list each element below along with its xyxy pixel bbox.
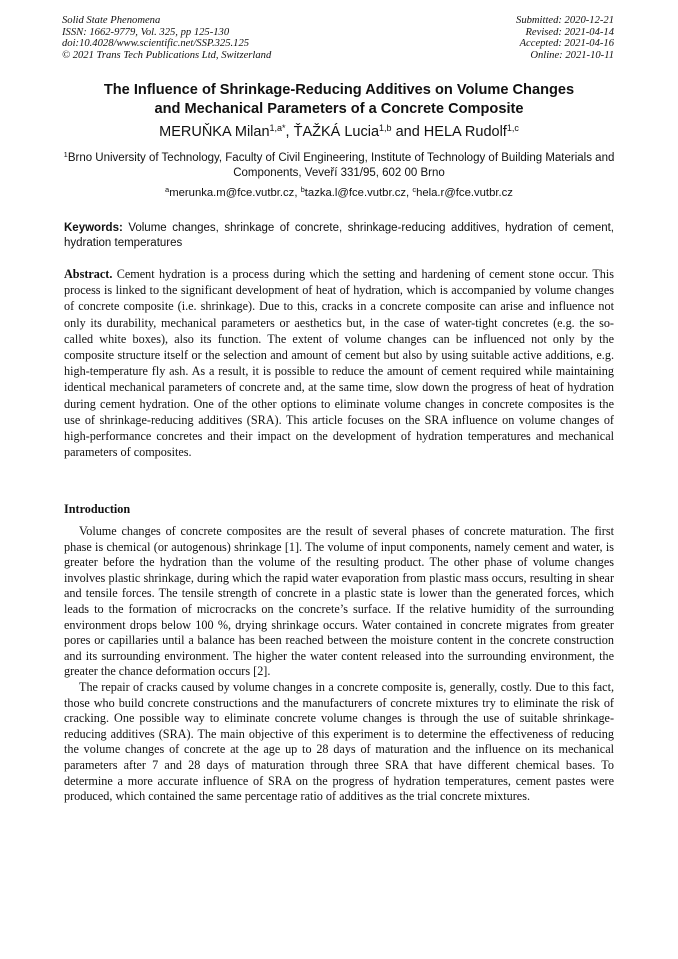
- author-name: MERUŇKA Milan: [159, 124, 270, 140]
- submitted-date: Submitted: 2020-12-21: [516, 15, 614, 26]
- dates-info: [516, 15, 614, 61]
- author-superscript: 1,a*: [269, 123, 286, 133]
- title-line-1: The Influence of Shrinkage-Reducing Additives on Volume Changes: [103, 82, 575, 98]
- section-heading-introduction: Introduction: [64, 502, 131, 516]
- keywords-text: Volume changes, shrinkage of concrete, shrinkage-reducing additives, hydration of cement, hydration temperatures: [64, 222, 614, 249]
- paragraph: The repair of cracks caused by volume changes in a concrete composite is, generally, costly. Due to this fact, those who build concrete constructions and the manufacturers of concrete mixtures try to eliminate the risk of cracking. One possible way to eliminate concrete volume changes is through the use of suitable shrinkage-reducing additives (SRA). The main objective of this experiment is to determine the effectiveness of reducing the volume changes of concrete at the age up to 28 days of maturation and the influence on its mechanical parameters after 7 and 28 days of maturation through three SRA that have different chemical bases. To determine a more accurate influence of SRA on the progress of hydration temperatures, cement pastes were produced, which contained the same percentage ratio of additives as the trial concrete mixtures.: [64, 679, 614, 804]
- copyright-line: © 2021 Trans Tech Publications Ltd, Switzerland: [62, 49, 272, 61]
- email-address: merunka.m@fce.vutbr.cz,: [169, 187, 301, 199]
- title-line-2: and Mechanical Parameters of a Concrete Composite: [154, 101, 524, 117]
- journal-name: Solid State Phenomena: [62, 15, 161, 26]
- email-list: [40, 186, 638, 200]
- revised-date: Revised: 2021-04-14: [525, 26, 614, 38]
- publication-info: [62, 15, 271, 61]
- keywords: [64, 221, 614, 251]
- email-superscript: c: [412, 185, 417, 194]
- doi-line: doi:10.4028/www.scientific.net/SSP.325.125: [62, 38, 250, 50]
- author-list: [40, 123, 638, 141]
- accepted-date: Accepted: 2021-04-16: [519, 38, 614, 50]
- issn-line: ISSN: 1662-9779, Vol. 325, pp 125-130: [62, 26, 230, 38]
- paragraph: Volume changes of concrete composites are the result of several phases of concrete maturation. The first phase is chemical (or autogenous) shrinkage [1]. The volume of input components, namely cement and water, is greater before the hydration than the volume of the resulting product. The other phase of volume changes involves plastic shrinkage, during which the rapid water evaporation from plastic mass occurs, resulting in shear and tensile forces. The tensile strength of concrete in a plastic state is lower than the generated forces, which leads to the formation of microcracks on the concrete’s surface. If the relative humidity of the surrounding environment drops below 100 %, drying shrinkage occurs. Water contained in concrete migrates from greater pores or capillaries until a balance has been reached between the moisture content in the concrete construction and its surrounding environment. The higher the water content released into the surrounding environment, the greater the chance deformation occurs [2].: [64, 524, 614, 679]
- abstract: [64, 266, 614, 460]
- email-address: tazka.l@fce.vutbr.cz,: [304, 187, 413, 199]
- author-superscript: 1,c: [506, 123, 519, 133]
- abstract-label: Abstract.: [64, 267, 113, 281]
- affiliation-text: Brno University of Technology, Faculty of Civil Engineering, Institute of Technology of Building Materials and Components, Veveří 331/95, 602 00 Brno: [67, 152, 615, 179]
- introduction-body: [64, 524, 614, 805]
- email-superscript: a: [165, 185, 170, 194]
- author-separator: and: [391, 124, 424, 140]
- affiliation: [60, 151, 618, 181]
- affiliation-superscript: 1: [63, 150, 68, 159]
- author-superscript: 1,b: [379, 123, 392, 133]
- email-address: hela.r@fce.vutbr.cz: [416, 187, 513, 199]
- author-name: HELA Rudolf: [423, 124, 507, 140]
- author-name: ŤAŽKÁ Lucia: [293, 124, 380, 140]
- paper-title: [40, 81, 638, 119]
- email-superscript: b: [300, 185, 305, 194]
- abstract-text: Cement hydration is a process during which the setting and hardening of cement stone occur. This process is linked to the significant development of heat of hydration, which is accompanied by volume changes of concrete composite (i.e. shrinkage). Due to this, cracks in a concrete composite can arise and influence not only its durability, mechanical parameters or aesthetics but, in the case of water-tight concretes (e.g. the so-called white boxes), also its function. The extent of volume changes can be influenced not only by the composite structure itself or the selection and amount of cement but also by using suitable active additions, e.g. high-temperature fly ash. As a result, it is possible to reduce the amount of cement required while maintaining identical mechanical parameters of concrete and, at the same time, slow down the progress of heat of hydration during cement hydration. One of the other options to eliminate volume changes in concrete composites is the use of shrinkage-reducing additives (SRA). This article focuses on the SRA influence on volume changes of high-performance concretes and their impact on the development of hydration temperatures and mechanical parameters of composites.: [64, 267, 614, 460]
- author-separator: ,: [285, 124, 294, 140]
- keywords-label: Keywords:: [64, 222, 123, 234]
- online-date: Online: 2021-10-11: [530, 49, 614, 61]
